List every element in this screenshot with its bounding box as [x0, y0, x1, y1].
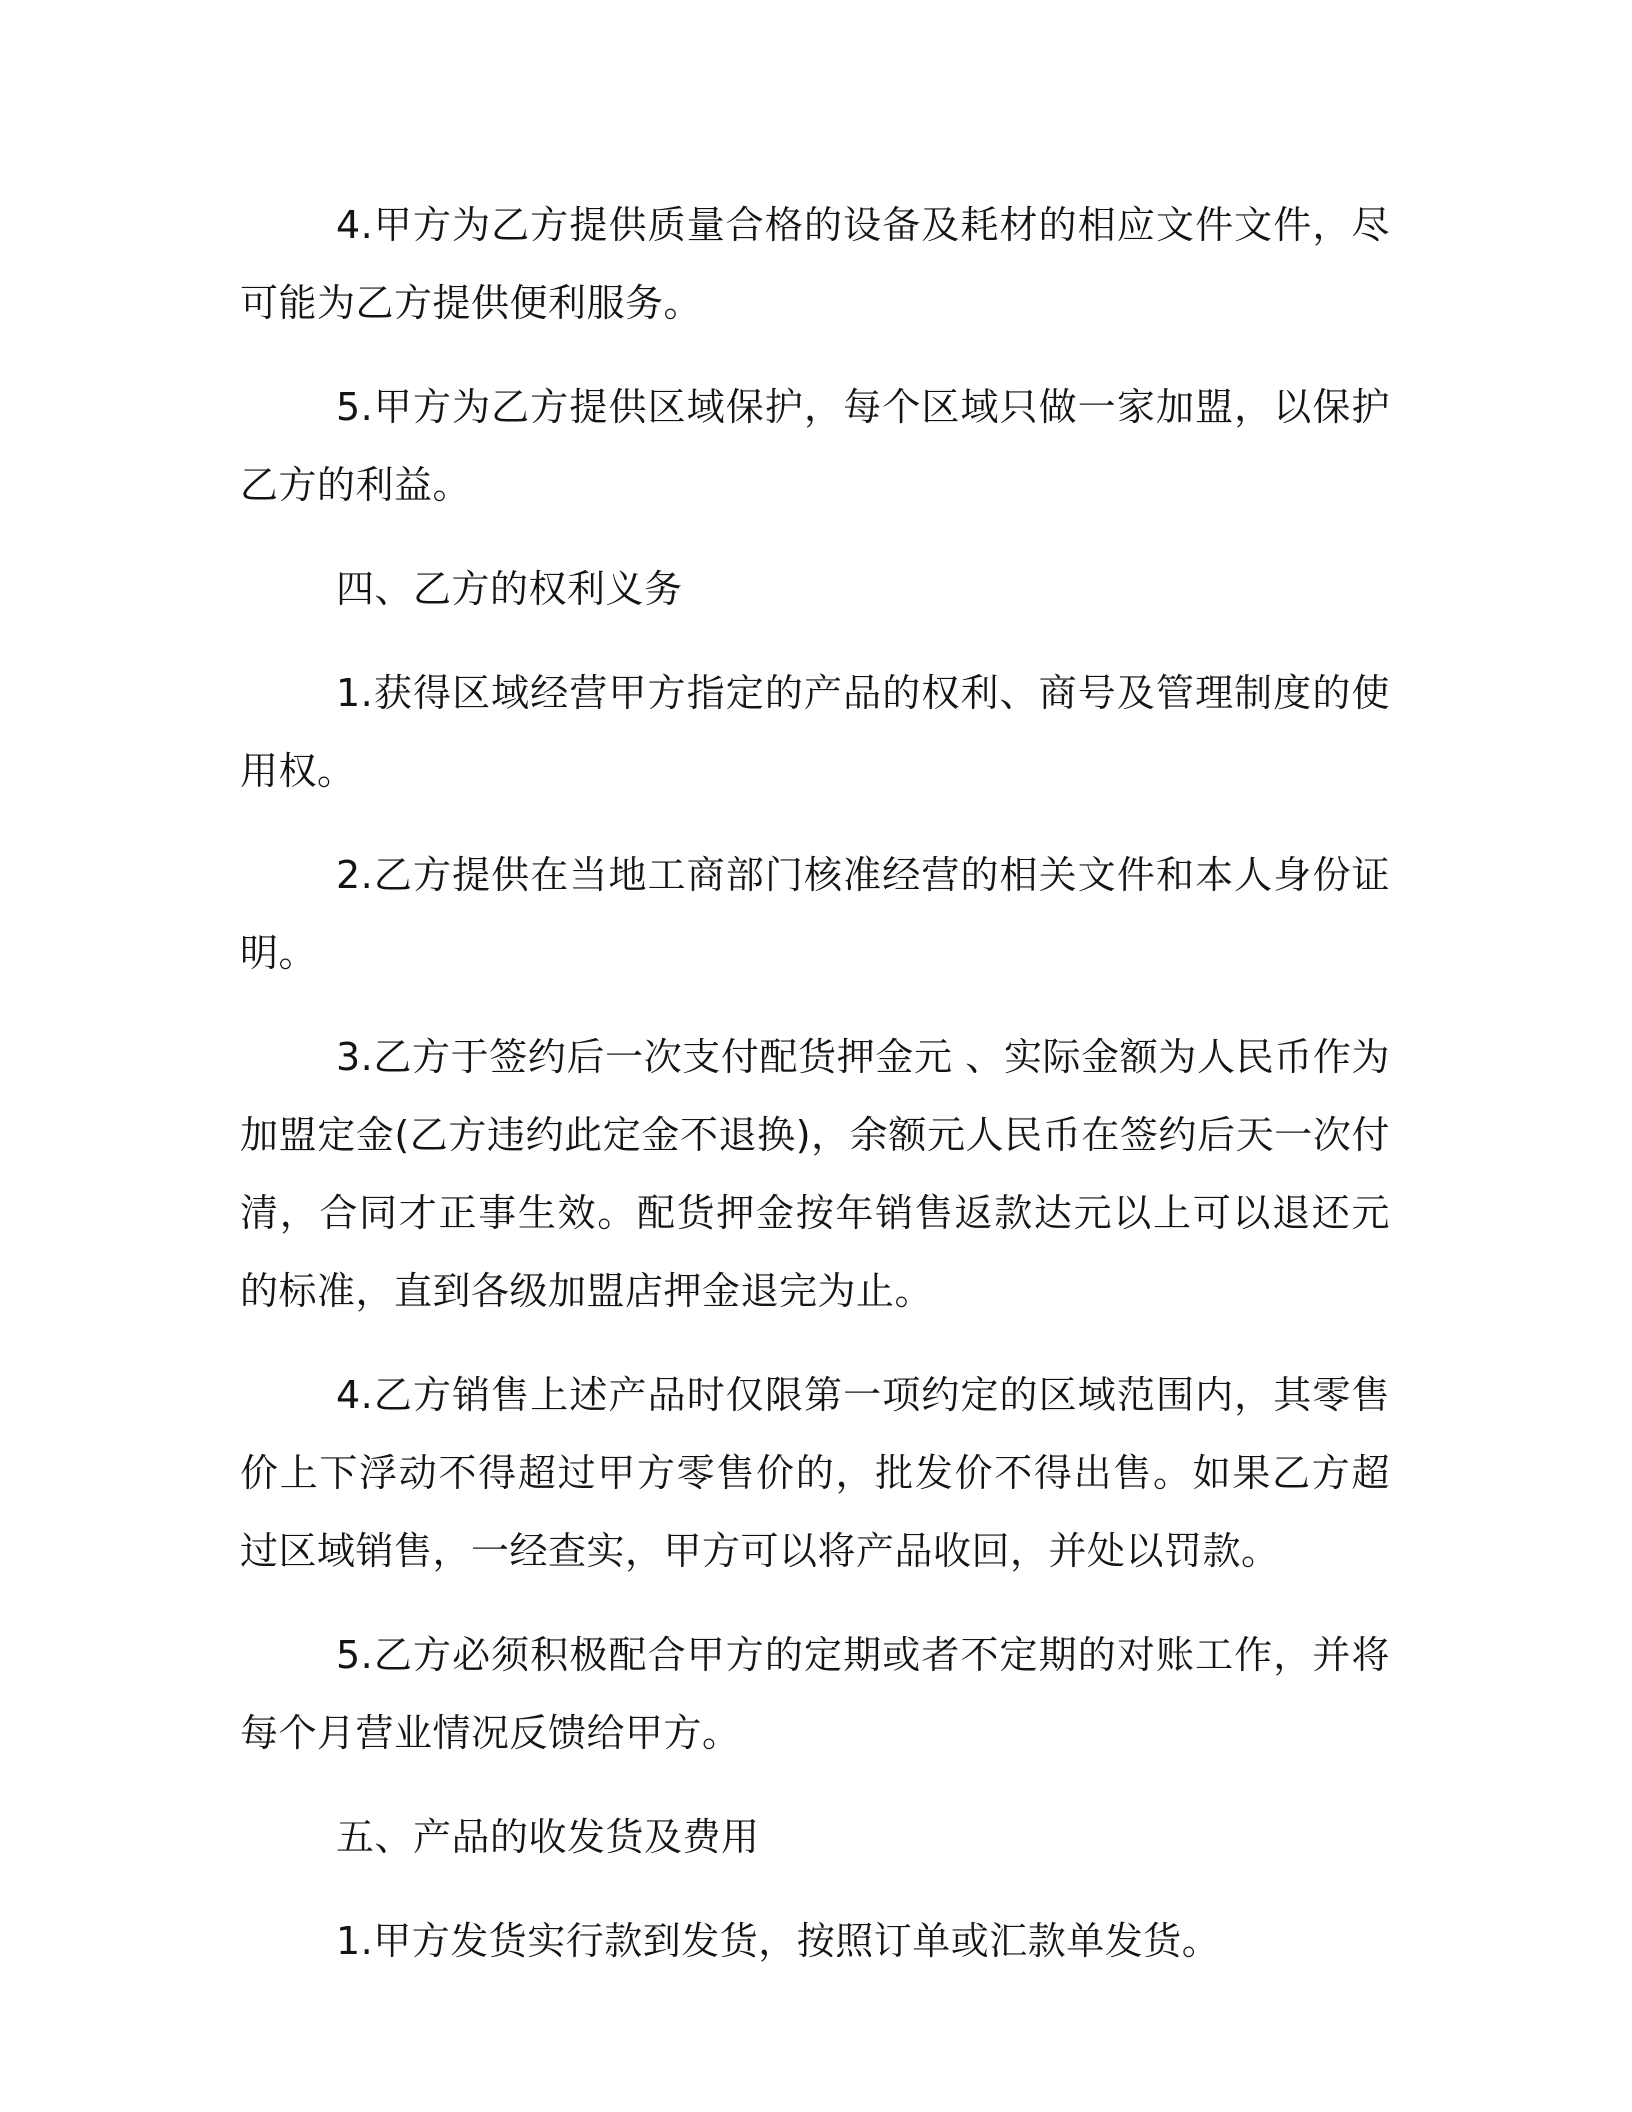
- document-body: [240, 186, 1390, 2006]
- clause-4-item-1: 1.获得区域经营甲方指定的产品的权利、商号及管理制度的使用权。: [240, 671, 1390, 793]
- clause-3-item-5: 5.甲方为乙方提供区域保护，每个区域只做一家加盟，以保护乙方的利益。: [240, 385, 1390, 507]
- clause-4-item-3: 3.乙方于签约后一次支付配货押金元 、实际金额为人民币作为加盟定金(乙方违约此定金不退换)，余额元人民币在签约后天一次付清，合同才正事生效。配货押金按年销售返款达元以上可以退还元的标准，直到各级加盟店押金退完为止。: [240, 1035, 1390, 1313]
- clause-4-item-2: 2.乙方提供在当地工商部门核准经营的相关文件和本人身份证明。: [240, 853, 1390, 975]
- clause-5-item-1: 1.甲方发货实行款到发货，按照订单或汇款单发货。: [336, 1919, 1221, 1963]
- section-heading-4: 四、乙方的权利义务: [336, 567, 683, 611]
- section-heading-5: 五、产品的收发货及费用: [336, 1815, 760, 1859]
- clause-3-item-4: 4.甲方为乙方提供质量合格的设备及耗材的相应文件文件，尽可能为乙方提供便利服务。: [240, 203, 1390, 325]
- clause-4-item-5: 5.乙方必须积极配合甲方的定期或者不定期的对账工作，并将每个月营业情况反馈给甲方。: [240, 1633, 1390, 1755]
- clause-4-item-4: 4.乙方销售上述产品时仅限第一项约定的区域范围内，其零售价上下浮动不得超过甲方零售价的，批发价不得出售。如果乙方超过区域销售，一经查实，甲方可以将产品收回，并处以罚款。: [240, 1373, 1390, 1573]
